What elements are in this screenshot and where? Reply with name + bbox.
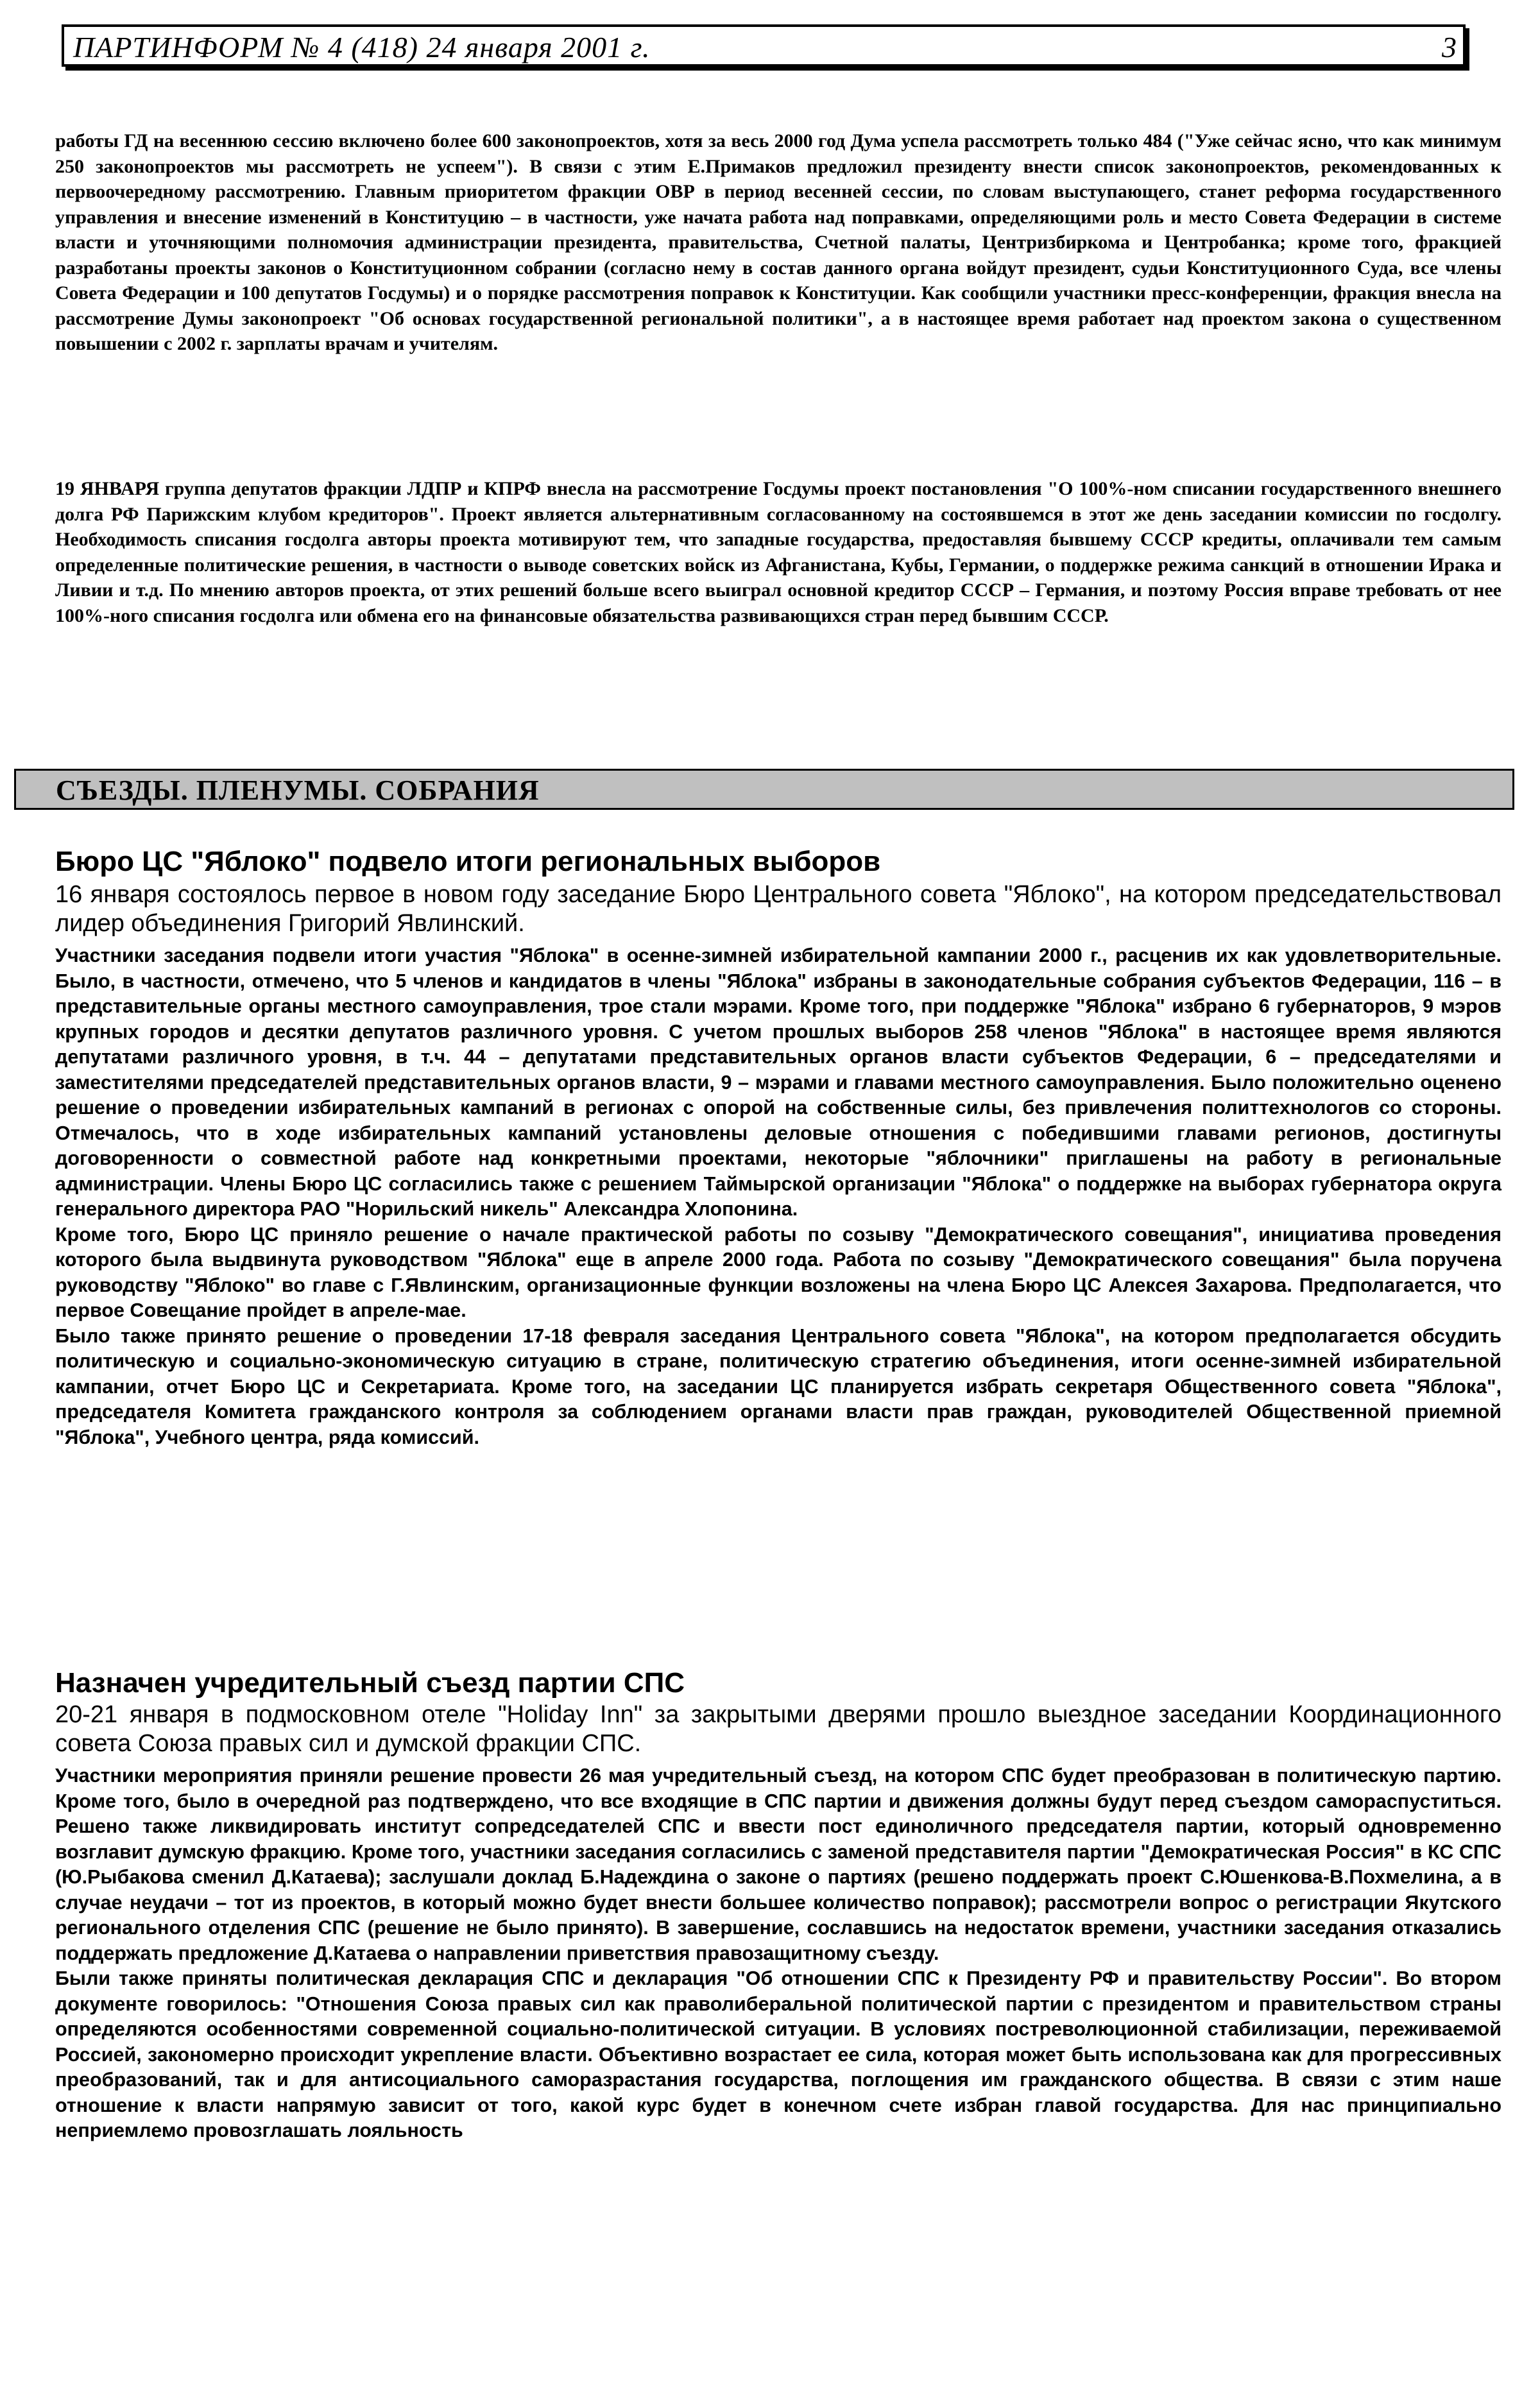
section-banner: [14, 769, 1514, 810]
article-continuation-paragraph: работы ГД на весеннюю сессию включено более 600 законопроектов, хотя за весь 2000 год Дума успела рассмотреть только 484 ("Уже сейчас ясно, что как минимум 250 законопроектов мы рассмотреть не успеем"). В связи с этим Е.Примаков предложил президенту внести список законопроектов, рекомендованных к первоочередному рассмотрению. Главным приоритетом фракции ОВР в период весенней сессии, по словам выступающего, станет реформа государственного управления и внесение изменений в Конституцию – в частности, уже начата работа над поправками, определяющими роль и место Совета Федерации в системе власти и уточняющими полномочия администрации президента, правительства, Счетной палаты, Центризбиркома и Центробанка; кроме того, фракцией разработаны проекты законов о Конституционном собрании (согласно нему в состав данного органа войдут президент, судьи Конституционного Суда, все члены Совета Федерации и 100 депутатов Госдумы) и о порядке рассмотрения поправок к Конституции. Как сообщили участники пресс-конференции, фракция внесла на рассмотрение Думы законопроект "Об основах государственной региональной политики", а в настоящее время работает над проектом закона о существенном повышении с 2002 г. зарплаты врачам и учителям.: [55, 130, 1502, 354]
section-title: СЪЕЗДЫ. ПЛЕНУМЫ. СОБРАНИЯ: [56, 775, 540, 806]
article-paragraph: Были также приняты политическая декларация СПС и декларация "Об отношении СПС к Президенту РФ и правительству России". Во втором документе говорилось: "Отношения Союза правых сил как праволиберальной политической партии с президентом и правительством страны определяются особенностями современной социально-политической ситуации. В условиях постреволюционной стабилизации, переживаемой Россией, закономерно происходит укрепление власти. Объективно возрастает ее сила, которая может быть использована как для прогрессивных преобразований, так и для антисоциального саморазрастания государства, поглощения им гражданского общества. В связи с этим наше отношение к власти напрямую зависит от того, какой курс будет в конечном счете избран главой государства. Для нас принципиально неприемлемо провозглашать лояльность: [55, 1967, 1502, 2141]
article-body: [55, 1763, 1502, 2360]
article-lead: 16 января состоялось первое в новом году заседание Бюро Центрального совета "Яблоко", на котором председательствовал лидер объединения Григорий Явлинский.: [55, 881, 1502, 937]
article-paragraph: Кроме того, Бюро ЦС приняло решение о начале практической работы по созыву "Демократического совещания", инициатива проведения которого была выдвинута руководством "Яблока" еще в апреле 2000 года. Работа по созыву "Демократического совещания" была поручена руководству "Яблоко" во главе с Г.Явлинским, организационные функции возложены на члена Бюро ЦС Алексея Захарова. Предполагается, что первое Совещание пройдет в апреле-мае.: [55, 1223, 1502, 1321]
article-headline: Бюро ЦС "Яблоко" подвело итоги региональных выборов: [55, 846, 881, 877]
publication-title: ПАРТИНФОРМ № 4 (418) 24 января 2001 г.: [73, 31, 651, 64]
article-lead: 20-21 января в подмосковном отеле "Holiday Inn" за закрытыми дверями прошло выездное заседании Координационного совета Союза правых сил и думской фракции СПС.: [55, 1701, 1502, 1757]
article-body: [55, 943, 1502, 1636]
news-paragraph: 19 ЯНВАРЯ группа депутатов фракции ЛДПР и КПРФ внесла на рассмотрение Госдумы проект постановления "О 100%-ном списании государственного внешнего долга РФ Парижским клубом кредиторов". Проект является альтернативным согласованному на состоявшемся в этот же день заседании комиссии по госдолгу. Необходимость списания госдолга авторы проекта мотивируют тем, что западные государства, предоставляя бывшему СССР кредиты, оплачивали тем самым определенные политические решения, в частности о выводе советских войск из Афганистана, Кубы, Германии, о поддержке режима санкций в отношении Ирака и Ливии и т.д. По мнению авторов проекта, от этих решений больше всего выиграл основной кредитор СССР – Германия, и поэтому Россия вправе требовать от нее 100%-ного списания госдолга или обмена его на финансовые обязательства развивающихся стран перед бывшим СССР.: [55, 478, 1502, 626]
page-header: [62, 24, 1466, 67]
article-headline: Назначен учредительный съезд партии СПС: [55, 1667, 685, 1699]
article-paragraph: Было также принято решение о проведении 17-18 февраля заседания Центрального совета "Яблока", на котором предполагается обсудить политическую и социально-экономическую ситуацию в стране, политическую стратегию объединения, итоги осенне-зимней избирательной кампании, отчет Бюро ЦС и Секретариата. Кроме того, на заседании ЦС планируется избрать секретаря Общественного совета "Яблока", председателя Комитета гражданского контроля за соблюдением органами власти прав граждан, руководителей Общественной приемной "Яблока", Учебного центра, ряда комиссий.: [55, 1324, 1502, 1448]
article-paragraph: Участники мероприятия приняли решение провести 26 мая учредительный съезд, на котором СПС будет преобразован в политическую партию. Кроме того, было в очередной раз подтверждено, что все входящие в СПС партии и движения должны будут перед съездом самораспуститься. Решено также ликвидировать институт сопредседателей СПС и ввести пост единоличного председателя партии, который одновременно возглавит думскую фракцию. Кроме того, участники заседания согласились с заменой представителя партии "Демократическая Россия" в КС СПС (Ю.Рыбакова сменил Д.Катаева); заслушали доклад Б.Надеждина о законе о партиях (решено поддержать проект С.Юшенкова-В.Похмелина, а в случае неудачи – тот из проектов, в который можно будет внести большее количество поправок); рассмотрели вопрос о регистрации Якутского регионального отделения СПС (решение не было принято). В завершение, сославшись на недостаток времени, участники заседания отказались поддержать предложение Д.Катаева о направлении приветствия правозащитному съезду.: [55, 1765, 1502, 1964]
article-paragraph: Участники заседания подвели итоги участия "Яблока" в осенне-зимней избирательной кампании 2000 г., расценив их как удовлетворительные. Было, в частности, отмечено, что 5 членов и кандидатов в члены "Яблока" избраны в законодательные собрания субъектов Федерации, 116 – в представительные органы местного самоуправления, трое стали мэрами. Кроме того, при поддержке "Яблока" избрано 6 губернаторов, 9 мэров крупных городов и десятки депутатов различного уровня. С учетом прошлых выборов 258 членов "Яблока" в настоящее время являются депутатами различного уровня, в т.ч. 44 – депутатами представительных органов власти субъектов Федерации, 6 – председателями и заместителями председателей представительных органов власти, 9 – мэрами и главами местного самоуправления. Было положительно оценено решение о проведении избирательных кампаний в регионах с опорой на собственные силы, без привлечения политтехнологов со стороны. Отмечалось, что в ходе избирательных кампаний установлены деловые отношения с победившими главами регионов, достигнуты договоренности о совместной работе над конкретными проектами, некоторые "яблочники" приглашены на работу в региональные администрации. Члены Бюро ЦС согласились также с решением Таймырской организации "Яблока" о поддержке на выборах губернатора округа генерального директора РАО "Норильский никель" Александра Хлопонина.: [55, 945, 1502, 1220]
page-number: 3: [1442, 31, 1457, 64]
